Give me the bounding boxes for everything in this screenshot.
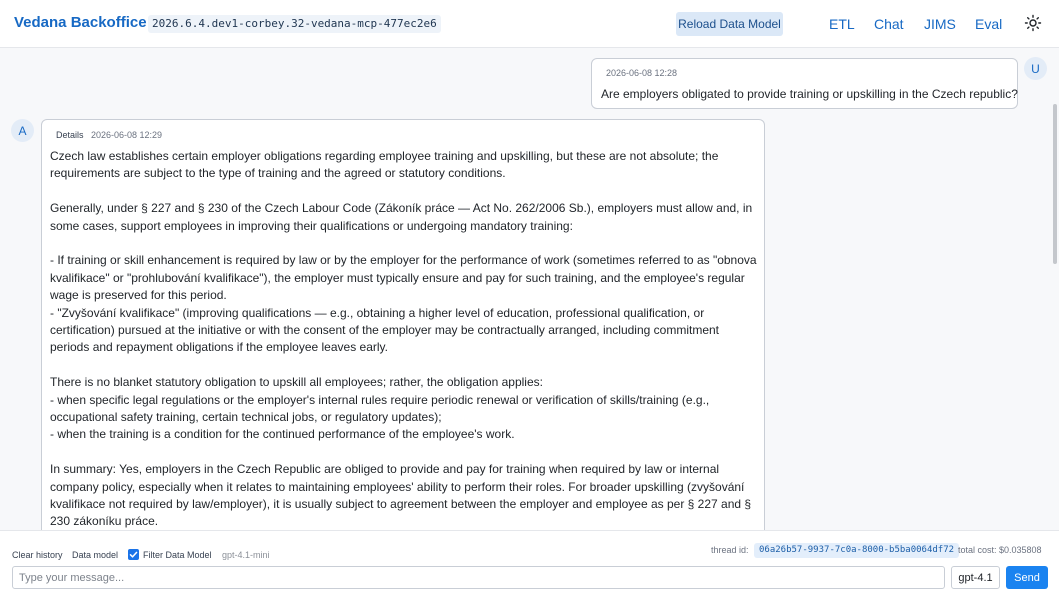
user-message (591, 58, 1018, 109)
nav-etl[interactable]: ETL (829, 16, 855, 32)
data-model-link[interactable]: Data model (72, 550, 119, 560)
chat-scrollbar[interactable] (1053, 104, 1057, 264)
clear-history-link[interactable]: Clear history (12, 550, 63, 560)
version-badge: 2026.6.4.dev1-corbey.32-vedana-mcp-477ec2e6 (148, 15, 441, 33)
assistant-message-text (50, 148, 760, 530)
assistant-paragraph (50, 252, 760, 356)
filter-data-model-checkbox[interactable] (128, 549, 139, 560)
user-avatar: U (1024, 57, 1047, 80)
user-message-text: Are employers obligated to provide training or upskilling in the Czech republic? (601, 87, 1018, 101)
sun-icon[interactable] (1024, 14, 1042, 32)
nav-jims[interactable]: JIMS (924, 16, 956, 32)
send-button[interactable]: Send (1006, 566, 1048, 589)
thread-id-badge[interactable]: 06a26b57-9937-7c0a-8000-b5ba0064df72 (754, 543, 959, 558)
assistant-paragraph-line: - when specific legal regulations or the employer's internal rules require periodic renewal or verification of skills/training (e.g., occupational safety training, certain technical jobs, or regulatory updates); (50, 392, 710, 425)
user-message-time: 2026-06-08 12:28 (606, 68, 678, 78)
thread-id-label: thread id: (711, 545, 749, 555)
nav-eval[interactable]: Eval (975, 16, 1003, 32)
top-header (0, 0, 1059, 48)
assistant-paragraph-line: - when the training is a condition for the continued performance of the employee's work. (50, 427, 515, 442)
reload-data-model-button[interactable]: Reload Data Model (676, 12, 783, 36)
assistant-paragraph-line: In summary: Yes, employers in the Czech Republic are obliged to provide and pay for training when required by law or internal company policy, especially when it relates to maintaining employees' ability to perform their roles. For broader upskilling (zvyšování kvalifikace not required by law/employer), it is usually subject to agreement between the employer and employee as per § 227 and § 230 zákoníku práce. (50, 462, 752, 529)
assistant-paragraph-line: Czech law establishes certain employer obligations regarding employee training and upskilling, but these are not absolute; the requirements are subject to the type of training and the agreed or statutory conditions. (50, 149, 719, 181)
assistant-paragraph-line: - If training or skill enhancement is required by law or by the employer for the performance of work (sometimes referred to as "obnova kvalifikace" or "prohlubování kvalifikace"), the employer must typically ensure and pay for such training, and the employee's regular wage is preserved for this period. (50, 253, 757, 303)
model-name-label: gpt-4.1-mini (222, 550, 270, 560)
assistant-paragraph (50, 461, 760, 530)
total-cost-label: total cost: $0.035808 (958, 545, 1042, 555)
filter-data-model-label[interactable]: Filter Data Model (143, 550, 212, 560)
model-select[interactable]: gpt-4.1 (951, 566, 1000, 589)
assistant-paragraph-line: - "Zvyšování kvalifikace" (improving qualifications — e.g., obtaining a higher level of education, professional qualification, or certification) pursued at the initiative or with the consent of the employer may be contractually arranged, including commitment periods and repayment obligations if the employee leaves early. (50, 305, 719, 355)
assistant-paragraph-line: Generally, under § 227 and § 230 of the Czech Labour Code (Zákoník práce — Act No. 262/2006 Sb.), employers must allow and, in some cases, support employees in improving their qualifications or undergoing mandatory training: (50, 201, 753, 233)
nav-chat[interactable]: Chat (874, 16, 904, 32)
assistant-paragraph (50, 200, 760, 235)
assistant-avatar: A (11, 119, 34, 142)
assistant-message (41, 119, 765, 530)
message-input[interactable] (12, 566, 945, 589)
details-link[interactable]: Details (56, 130, 84, 140)
checkmark-icon (128, 549, 139, 560)
assistant-paragraph (50, 374, 760, 444)
assistant-paragraph-line: There is no blanket statutory obligation to upskill all employees; rather, the obligation applies: (50, 375, 543, 390)
chat-footer (0, 530, 1059, 600)
brand-title[interactable]: Vedana Backoffice (14, 14, 147, 31)
assistant-paragraph (50, 148, 760, 183)
chat-area[interactable] (0, 49, 1059, 530)
assistant-message-time: 2026-06-08 12:29 (91, 130, 163, 140)
